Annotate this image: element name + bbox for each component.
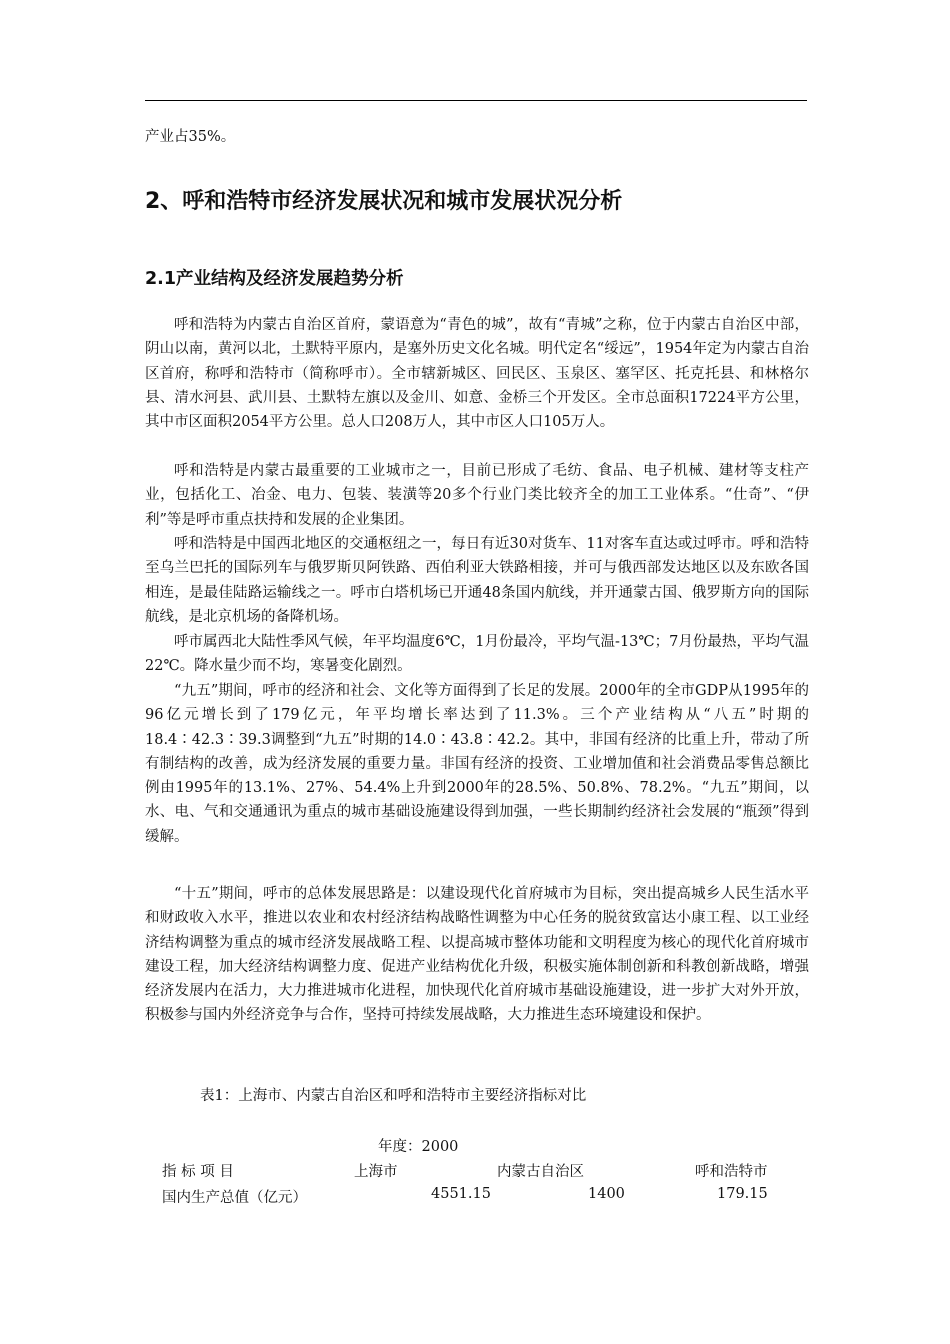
table-caption: 表1：上海市、内蒙古自治区和呼和浩特市主要经济指标对比 bbox=[200, 1088, 587, 1104]
cell-hohhot-gdp: 179.15 bbox=[717, 1186, 768, 1202]
paragraph-ninth-five-year: “九五”期间，呼市的经济和社会、文化等方面得到了长足的发展。2000年的全市GDP从1995年的96亿元增长到了179亿元，年平均增长率达到了11.3%。三个产业结构从“八五”时期的18.4∶42.3∶39.3调整到“九五”时期的14.0∶43.8∶42.2。其中，非国有经济的比重上升，带动了所有制结构的改善，成为经济发展的重要力量。非国有经济的投资、工业增加值和社会消费品零售总额比例由1995年的13.1%、27%、54.4%上升到2000年的28.5%、50.8%、78.2%。“九五”期间，以水、电、气和交通通讯为重点的城市基础设施建设得到加强，一些长期制约经济社会发展的“瓶颈”得到缓解。 bbox=[145, 683, 809, 845]
header-inner-mongolia: 内蒙古自治区 bbox=[497, 1164, 584, 1180]
paragraph-overview: 呼和浩特为内蒙古自治区首府，蒙语意为“青色的城”，故有“青城”之称，位于内蒙古自治区中部，阴山以南，黄河以北，土默特平原内，是塞外历史文化名城。明代定名“绥远”，1954年定为内蒙古自治区首府，称呼和浩特市（简称呼市）。全市辖新城区、回民区、玉泉区、塞罕区、托克托县、和林格尔县、清水河县、武川县、土默特左旗以及金川、如意、金桥三个开发区。全市总面积17224平方公里，其中市区面积2054平方公里。总人口208万人，其中市区人口105万人。 bbox=[145, 317, 809, 431]
header-shanghai: 上海市 bbox=[354, 1164, 398, 1180]
previous-page-tail-text: 产业占35%。 bbox=[145, 129, 236, 145]
subsection-title: 2.1产业结构及经济发展趋势分析 bbox=[145, 269, 404, 289]
paragraph-industry: 呼和浩特是内蒙古最重要的工业城市之一，目前已形成了毛纺、食品、电子机械、建材等支柱产业，包括化工、冶金、电力、包装、装潢等20多个行业门类比较齐全的加工工业体系。“仕奇”、“伊利”等是呼市重点扶持和发展的企业集团。 bbox=[145, 463, 809, 528]
row-label-gdp: 国内生产总值（亿元） bbox=[162, 1190, 307, 1206]
table-year-label: 年度：2000 bbox=[378, 1139, 459, 1155]
header-hohhot: 呼和浩特市 bbox=[695, 1164, 768, 1180]
cell-shanghai-gdp: 4551.15 bbox=[431, 1186, 491, 1202]
header-rule bbox=[145, 100, 807, 101]
header-indicator: 指 标 项 目 bbox=[162, 1164, 234, 1180]
paragraph-tenth-five-year: “十五”期间，呼市的总体发展思路是：以建设现代化首府城市为目标，突出提高城乡人民生活水平和财政收入水平，推进以农业和农村经济结构战略性调整为中心任务的脱贫致富达小康工程、以工业经济结构调整为重点的城市经济发展战略工程、以提高城市整体功能和文明程度为核心的现代化首府城市建设工程，加大经济结构调整力度、促进产业结构优化升级，积极实施体制创新和科教创新战略，增强经济发展内在活力，大力推进城市化进程，加快现代化首府城市基础设施建设，进一步扩大对外开放，积极参与国内外经济竞争与合作，坚持可持续发展战略，大力推进生态环境建设和保护。 bbox=[145, 886, 809, 1024]
paragraph-climate: 呼市属西北大陆性季风气候，年平均温度6℃，1月份最冷，平均气温-13℃；7月份最热，平均气温22℃。降水量少而不均，寒暑变化剧烈。 bbox=[145, 634, 809, 675]
section-title: 2、呼和浩特市经济发展状况和城市发展状况分析 bbox=[145, 189, 623, 214]
cell-inner-mongolia-gdp: 1400 bbox=[588, 1186, 625, 1202]
paragraph-transport: 呼和浩特是中国西北地区的交通枢纽之一，每日有近30对货车、11对客车直达或过呼市。呼和浩特至乌兰巴托的国际列车与俄罗斯贝阿铁路、西伯利亚大铁路相接，并可与俄西部发达地区以及东欧各国相连，是最佳陆路运输线之一。呼市白塔机场已开通48条国内航线，并开通蒙古国、俄罗斯方向的国际航线，是北京机场的备降机场。 bbox=[145, 536, 809, 625]
